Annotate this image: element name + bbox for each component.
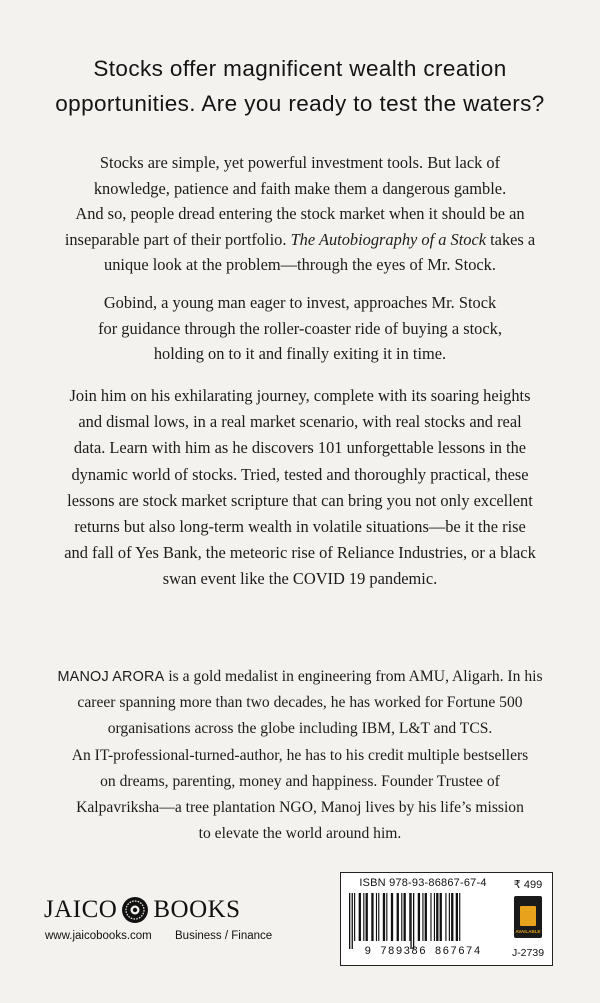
barcode-bar: [434, 893, 435, 941]
price: ₹ 499: [513, 879, 543, 891]
journey-line-7: and fall of Yes Bank, the meteoric rise of Reliance Industries, or a black: [64, 543, 536, 563]
journey-line-8: swan event like the COVID 19 pandemic.: [162, 569, 438, 589]
story-line-2: for guidance through the roller-coaster ride of buying a stock,: [98, 318, 502, 338]
barcode-bar: [436, 893, 438, 941]
journey-line-1: Join him on his exhilarating journey, complete with its soaring heights: [69, 386, 531, 405]
barcode-bar: [456, 893, 458, 941]
barcode-bar: [354, 893, 355, 941]
book-title: The Autobiography of a Stock: [290, 229, 487, 249]
intro-line-5: unique look at the problem—through the eyes of Mr. Stock.: [104, 255, 496, 274]
barcode-bar: [397, 893, 399, 941]
barcode-bar: [445, 893, 446, 941]
isbn-label: ISBN 978-93-86867-67-4: [359, 877, 487, 889]
barcode-bar: [451, 893, 453, 941]
intro-line-1: Stocks are simple, yet powerful investment tools. But lack of: [99, 153, 501, 172]
barcode-bar: [418, 893, 420, 941]
barcode-bar: [391, 893, 393, 941]
barcode-bar: [366, 893, 368, 941]
journey-line-2: and dismal lows, in a real market scenario, with real stocks and real: [78, 412, 522, 432]
intro-line-4-end: takes a: [486, 229, 536, 249]
kindle-badge-icon: [514, 896, 542, 938]
barcode-bar: [449, 893, 450, 941]
author-name: MANOJ ARORA: [57, 669, 165, 685]
barcode-bar: [404, 893, 406, 941]
author-line-3: organisations across the globe including IBM, L&T and TCS.: [107, 720, 493, 738]
barcode-guard-bar: [413, 893, 414, 949]
barcode-bar: [440, 893, 442, 941]
barcode-bar: [363, 893, 364, 941]
journey-line-4: dynamic world of stocks. Tried, tested and thoroughly practical, these: [71, 464, 529, 484]
author-line-2: career spanning more than two decades, he has worked for Fortune 500: [77, 694, 523, 712]
barcode-bar: [359, 893, 361, 941]
barcode-bar: [409, 893, 410, 941]
barcode-bar: [430, 893, 431, 941]
barcode-bar: [371, 893, 373, 941]
journey-line-3: data. Learn with him as he discovers 101 unforgettable lessons in the: [73, 438, 527, 458]
author-bio: [30, 664, 570, 847]
price-panel: [504, 872, 553, 966]
headline-line-1: Stocks offer magnificent wealth creation: [93, 56, 507, 82]
intro-paragraph: [30, 150, 570, 278]
headline-line-2: opportunities. Are you ready to test the waters?: [55, 91, 545, 117]
catalog-code: J-2739: [511, 947, 545, 959]
story-line-1: Gobind, a young man eager to invest, approaches Mr. Stock: [103, 293, 497, 312]
barcode-bar: [401, 893, 402, 941]
story-paragraph: [30, 290, 570, 367]
publisher-logo: [44, 896, 241, 924]
journey-line-6: returns but also long-term wealth in volatile situations—be it the rise: [74, 517, 526, 537]
barcode-bar: [383, 893, 385, 941]
author-line-4: An IT-professional-turned-author, he has to his credit multiple bestsellers: [71, 746, 529, 764]
barcode-guard-bar: [349, 893, 350, 949]
publisher-emblem-icon: [121, 896, 149, 924]
kindle-available-label: AVAILABLE: [515, 929, 541, 934]
journey-line-5: lessons are stock market scripture that can bring you not only excellent: [67, 490, 533, 510]
barcode-digits: 9 789386 867674: [364, 946, 482, 958]
intro-line-4-start: inseparable part of their portfolio.: [64, 229, 291, 249]
intro-line-3: And so, people dread entering the stock market when it should be an: [75, 204, 525, 223]
barcode-bar: [422, 893, 423, 941]
barcode-bar: [425, 893, 427, 941]
author-line-7: to elevate the world around him.: [198, 825, 402, 843]
publisher-name-left: JAICO: [44, 896, 118, 923]
publisher-website[interactable]: www.jaicobooks.com: [45, 930, 152, 942]
barcode-bar: [459, 893, 460, 941]
barcode-bar: [376, 893, 377, 941]
story-line-3: holding on to it and finally exiting it in time.: [153, 344, 447, 363]
isbn-barcode: [340, 872, 506, 966]
book-category: Business / Finance: [175, 930, 273, 942]
headline: [20, 51, 580, 121]
kindle-screen: [520, 906, 536, 926]
barcode-bar: [378, 893, 379, 941]
barcode-bar: [386, 893, 387, 941]
author-line-1: is a gold medalist in engineering from AMU, Aligarh. In his: [164, 668, 543, 685]
barcode-guard-bar: [352, 893, 353, 949]
author-line-6: Kalpavriksha—a tree plantation NGO, Manoj lives by his life’s mission: [76, 799, 524, 817]
author-line-5: on dreams, parenting, money and happiness. Founder Trustee of: [100, 772, 500, 790]
barcode-guard-bar: [410, 893, 411, 949]
journey-paragraph: [30, 383, 570, 593]
barcode-bars: [347, 893, 499, 949]
publisher-name-right: BOOKS: [153, 896, 241, 923]
intro-line-2: knowledge, patience and faith make them a dangerous gamble.: [93, 178, 507, 198]
